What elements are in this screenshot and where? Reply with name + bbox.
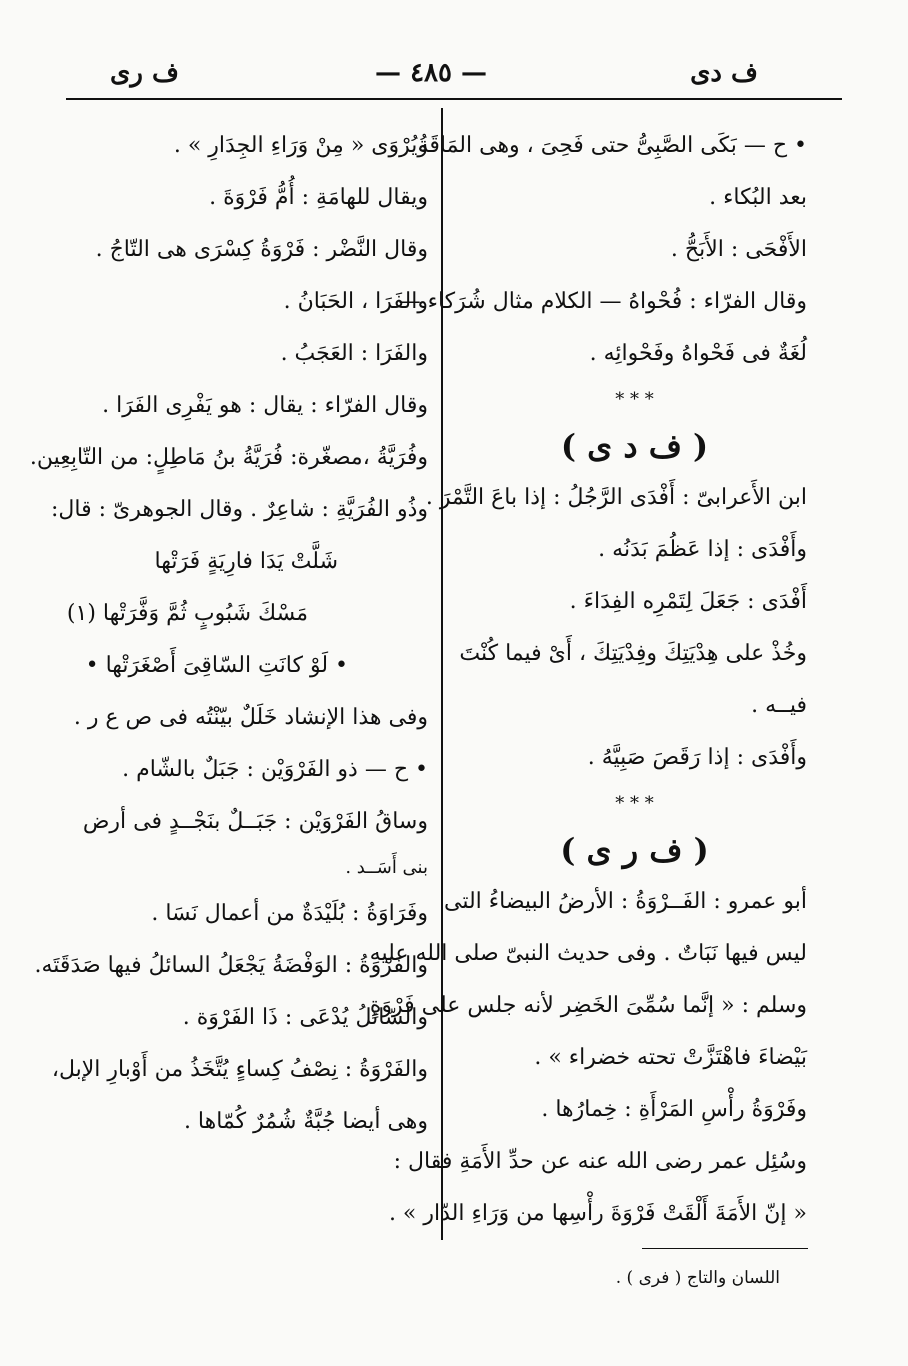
text-line: وقال الفرّاء : فُحْواهُ — الكلام مثال شُرَكاء — [398, 289, 807, 314]
text-line: وسُئِل عمر رضى الله عنه عن حدِّ الأَمَةِ فقال : [393, 1149, 807, 1174]
text-line: وفُرَيَّةُ ،مصغّرة: فُرَيَّةُ بنُ مَاطِلٍ: من التّابِعِين. [29, 445, 428, 470]
section-heading: ( ف د ى ) [560, 427, 709, 465]
text-line: ابن الأَعرابىّ : أَفْدَى الرَّجُلُ : إذا باعَ التَّمْرَ . [425, 485, 807, 510]
text-line: وفَرَاوَةُ : بُلَيْدَةٌ من أعمال نَسَا . [151, 901, 428, 926]
text-line: وأَفْدَى : إذا رَقَصَ صَبِيَّهُ . [587, 745, 807, 770]
text-line: وخُذْ على هِدْيَتِكَ وفِدْيَتِكَ ، أَىْ فيما كُنْتَ [459, 641, 807, 666]
left-column [29, 110, 428, 1148]
text-line: وذُو الفُرَيَّةِ : شاعِرٌ . وقال الجوهرىّ : قال: [51, 497, 428, 522]
text-line: وقال الفرّاء : يقال : هو يَفْرِى الفَرَا . [102, 393, 428, 418]
text-line: « إنّ الأَمَةَ أَلْقَتْ فَرْوَةَ رأْسِها من وَرَاءِ الدّار » . [388, 1201, 807, 1226]
text-line: ويقال للهامَةِ : أُمُّ فَرْوَةَ . [209, 185, 428, 210]
text-line: ويُرْوَى « مِنْ وَرَاءِ الجِدَارِ » . [173, 133, 428, 158]
text-line: بَيْضاءَ فاهْتَزَّتْ تحته خضراء » . [534, 1045, 807, 1070]
section-separator: * * * [615, 793, 654, 814]
footnote: اللسان والتاج ( فرى ) . [615, 1268, 780, 1288]
header-root-left: ف رى [110, 58, 179, 88]
text-line: وساقُ الفَرْوَيْن : جَبَــلٌ بنَجْــدٍ فى أرض [82, 809, 428, 834]
text-line: وهى أيضا جُبَّةٌ شُمُرٌ كُمّاها . [183, 1109, 428, 1134]
verse-line: • لَوْ كانَتِ السّاقِىَ أَصْغَرَتْها • [85, 653, 348, 678]
text-line: الأَفْحَى : الأَبَحُّ . [670, 237, 807, 262]
section-heading: ( ف ر ى ) [560, 831, 709, 869]
text-line: أَفْدَى : جَعَلَ لِتَمْرِه الفِدَاءَ . [569, 589, 807, 614]
text-line: والفَرْوَةُ : نِصْفُ كِساءٍ يُتَّخَذُ من أَوْبارِ الإبل، [51, 1057, 428, 1082]
text-line: والفَرَا ، الحَبَانُ . [283, 289, 428, 314]
text-line: • ح — ذو الفَرْوَيْن : جَبَلٌ بالشّام . [122, 757, 428, 782]
text-line: • ح — بَكَى الصَّبِىُّ حتى فَحِىَ ، وهى المَاقَةُ [417, 133, 807, 158]
text-line: أبو عمرو : الفَــرْوَةُ : الأرضُ البيضاءُ التى [444, 889, 807, 914]
text-line: وقال النَّضْر : فَرْوَةُ كِسْرَى هى التّاجُ . [95, 237, 428, 262]
text-line: ليس فيها نَبَاتٌ . وفى حديث النبىّ صلى الله عليه [369, 941, 807, 966]
verse-line: مَسْكَ شَبُوبٍ ثُمَّ وَفَّرَتْها (١) [66, 601, 308, 626]
text-line: والفَرْوَةُ : الوَفْضَةُ يَجْعَلُ السائلُ فيها صَدَقَتَه. [34, 953, 428, 978]
text-line: بعد البُكاء . [709, 185, 807, 210]
section-separator: * * * [615, 389, 654, 410]
text-line: بنى أَسَــد . [345, 857, 428, 878]
text-line: والسّائلُ يُدْعَى : ذَا الفَرْوَة . [182, 1005, 428, 1030]
text-line: لُغَةٌ فى فَحْواهُ وفَحْوائِه . [589, 341, 807, 366]
text-line: والفَرَا : العَجَبُ . [280, 341, 428, 366]
text-line: فيــه . [751, 693, 807, 718]
page-number: — ٤٨٥ — [375, 58, 488, 88]
text-line: وفَرْوَةُ رأْسِ المَرْأَةِ : خِمارُها . [541, 1097, 807, 1122]
text-line: وسلم : « إنَّما سُمِّىَ الخَضِر لأنه جلس على فَرْوَةٍ [369, 993, 807, 1018]
header-root-right: ف دى [690, 58, 758, 88]
text-line: وفى هذا الإنشاد خَلَلٌ بيّنْتُه فى ص ع ر . [73, 705, 428, 730]
header-rule [66, 98, 842, 100]
footnote-rule [642, 1248, 808, 1249]
verse-line: شَلَّتْ يَدَا فارِيَةٍ فَرَتْها [154, 549, 338, 574]
text-line: وأَفْدَى : إذا عَظُمَ بَدَنُه . [598, 537, 807, 562]
